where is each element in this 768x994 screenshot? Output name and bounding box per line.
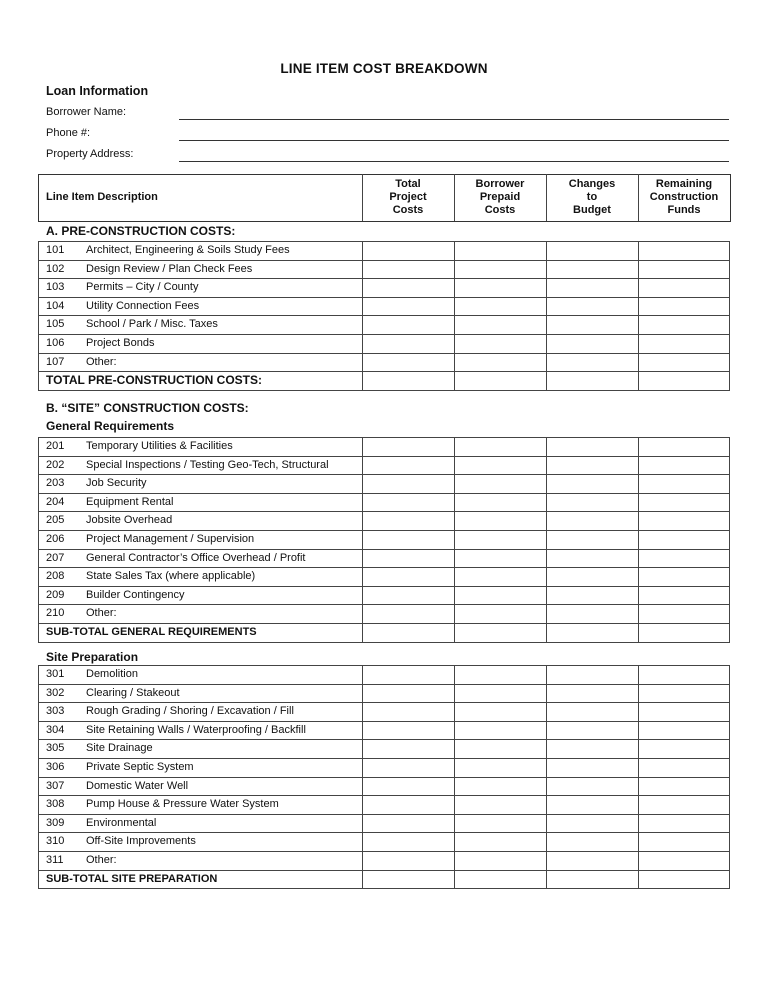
amount-cell[interactable] [455, 758, 545, 777]
line-item-code: 106 [46, 337, 65, 349]
table-row [38, 530, 730, 548]
line-item-code: 101 [46, 244, 65, 256]
amount-cell[interactable] [639, 851, 729, 870]
amount-cell[interactable] [363, 315, 453, 334]
amount-cell[interactable] [455, 437, 545, 456]
amount-cell[interactable] [639, 721, 729, 740]
table-row [38, 604, 730, 622]
line-item-description: Utility Connection Fees [86, 299, 200, 312]
amount-cell[interactable] [363, 474, 453, 493]
table-row [38, 851, 730, 869]
amount-cell[interactable] [547, 241, 637, 260]
column-header-line: Costs [484, 204, 516, 216]
amount-cell[interactable] [363, 814, 453, 833]
line-item-description: Private Septic System [86, 761, 194, 773]
amount-cell[interactable] [363, 665, 453, 684]
amount-cell[interactable] [547, 832, 637, 851]
amount-cell[interactable] [455, 586, 545, 605]
amount-cell[interactable] [547, 297, 637, 316]
amount-cell[interactable] [547, 665, 637, 684]
line-item-code: 210 [46, 607, 65, 620]
line-item-description: Equipment Rental [86, 495, 174, 508]
amount-cell[interactable] [639, 334, 729, 353]
line-item-description: Off-Site Improvements [86, 835, 196, 848]
loan-field-label: Borrower Name: [46, 106, 127, 118]
line-item-code: 307 [46, 779, 65, 792]
line-item-code: 102 [46, 262, 65, 275]
amount-cell[interactable] [547, 315, 637, 334]
amount-cell[interactable] [547, 851, 637, 870]
amount-cell[interactable] [547, 721, 637, 740]
amount-cell[interactable] [363, 604, 453, 623]
line-item-code: 306 [46, 761, 65, 773]
amount-cell[interactable] [363, 758, 453, 777]
line-item-description: Special Inspections / Testing Geo-Tech, Structural [86, 458, 329, 471]
table-row [38, 758, 730, 776]
total-amount-cell[interactable] [547, 371, 637, 390]
line-item-code: 308 [46, 798, 65, 811]
amount-cell[interactable] [639, 702, 729, 721]
amount-cell[interactable] [455, 241, 545, 260]
amount-cell[interactable] [639, 260, 729, 279]
column-header-line: Project [389, 191, 427, 203]
table-row [38, 437, 730, 455]
line-item-code: 107 [46, 355, 65, 368]
amount-cell[interactable] [363, 795, 453, 814]
amount-cell[interactable] [455, 278, 545, 297]
amount-cell[interactable] [455, 684, 545, 703]
loan-field-input-line[interactable] [179, 140, 729, 141]
table-row [38, 278, 730, 296]
loan-field-label: Property Address: [46, 148, 134, 160]
section-a-title: A. PRE-CONSTRUCTION COSTS: [46, 224, 236, 238]
table-row [38, 241, 730, 259]
line-item-description: Builder Contingency [86, 588, 185, 601]
table-row [38, 721, 730, 739]
amount-cell[interactable] [639, 665, 729, 684]
amount-cell[interactable] [547, 278, 637, 297]
line-item-code: 310 [46, 835, 65, 848]
line-item-description: Jobsite Overhead [86, 514, 173, 527]
amount-cell[interactable] [547, 739, 637, 758]
line-item-code: 201 [46, 440, 65, 452]
column-header-line: Construction [649, 191, 719, 203]
line-item-code: 309 [46, 816, 65, 829]
line-item-description: Temporary Utilities & Facilities [86, 440, 233, 452]
line-item-code: 202 [46, 458, 65, 471]
line-item-description: Permits – City / County [86, 281, 199, 294]
column-header-line: Funds [667, 204, 701, 216]
table-row [38, 739, 730, 757]
line-item-code: 304 [46, 723, 65, 736]
table-column-divider [546, 174, 547, 221]
line-item-description: Site Retaining Walls / Waterproofing / Backfill [86, 723, 306, 736]
amount-cell[interactable] [363, 334, 453, 353]
line-item-code: 301 [46, 668, 65, 680]
table-row [38, 665, 730, 683]
line-item-code: 305 [46, 742, 65, 755]
line-item-code: 203 [46, 477, 65, 490]
amount-cell[interactable] [547, 511, 637, 530]
amount-cell[interactable] [363, 511, 453, 530]
amount-cell[interactable] [455, 604, 545, 623]
amount-cell[interactable] [547, 777, 637, 796]
line-item-description: Domestic Water Well [86, 779, 189, 792]
table-row [38, 549, 730, 567]
amount-cell[interactable] [547, 567, 637, 586]
amount-cell[interactable] [639, 241, 729, 260]
line-item-description: Other: [86, 607, 117, 620]
amount-cell[interactable] [547, 334, 637, 353]
amount-cell[interactable] [363, 353, 453, 372]
line-item-description: Job Security [86, 477, 147, 490]
amount-cell[interactable] [455, 260, 545, 279]
line-item-description: Environmental [86, 816, 157, 829]
table-row [38, 511, 730, 529]
table-row [38, 795, 730, 813]
amount-cell[interactable] [363, 278, 453, 297]
amount-cell[interactable] [455, 297, 545, 316]
section-b-title: B. “SITE” CONSTRUCTION COSTS: [46, 401, 249, 415]
line-item-code: 209 [46, 588, 65, 601]
line-item-description: School / Park / Misc. Taxes [86, 318, 218, 331]
amount-cell[interactable] [639, 511, 729, 530]
subtotal-row-label: SUB-TOTAL GENERAL REQUIREMENTS [46, 626, 257, 638]
line-item-description: Pump House & Pressure Water System [86, 798, 279, 811]
loan-field-row [46, 148, 729, 164]
line-item-code: 207 [46, 551, 65, 564]
amount-cell[interactable] [639, 795, 729, 814]
column-header-line: Total [395, 178, 421, 190]
amount-cell[interactable] [455, 702, 545, 721]
table-row [38, 814, 730, 832]
amount-cell[interactable] [547, 814, 637, 833]
amount-cell[interactable] [639, 278, 729, 297]
column-header [362, 178, 454, 217]
table-row [38, 702, 730, 720]
amount-cell[interactable] [639, 353, 729, 372]
line-item-code: 302 [46, 686, 65, 699]
column-header [638, 178, 730, 217]
line-item-code: 311 [46, 854, 64, 866]
amount-cell[interactable] [547, 456, 637, 475]
amount-cell[interactable] [639, 530, 729, 549]
amount-cell[interactable] [547, 474, 637, 493]
amount-cell[interactable] [639, 777, 729, 796]
amount-cell[interactable] [363, 241, 453, 260]
total-row-label: TOTAL PRE-CONSTRUCTION COSTS: [46, 373, 262, 388]
total-amount-cell[interactable] [363, 371, 453, 390]
amount-cell[interactable] [363, 777, 453, 796]
amount-cell[interactable] [547, 684, 637, 703]
table-column-divider [638, 174, 639, 221]
amount-cell[interactable] [547, 493, 637, 512]
subtotal-row-label: SUB-TOTAL SITE PREPARATION [46, 872, 218, 885]
amount-cell[interactable] [363, 260, 453, 279]
column-header-line: Prepaid [479, 191, 521, 203]
loan-field-input-line[interactable] [179, 161, 729, 162]
column-header-line: Changes [568, 178, 616, 190]
amount-cell[interactable] [363, 567, 453, 586]
column-header-line: Costs [392, 204, 424, 216]
table-row [38, 493, 730, 511]
line-item-code: 104 [46, 299, 65, 312]
loan-field-label: Phone #: [46, 127, 91, 139]
amount-cell[interactable] [639, 814, 729, 833]
amount-cell[interactable] [363, 721, 453, 740]
table-row [38, 567, 730, 585]
total-amount-cell[interactable] [455, 623, 545, 642]
loan-field-row [46, 106, 729, 122]
amount-cell[interactable] [455, 814, 545, 833]
table-column-divider [454, 174, 455, 221]
line-item-description: Other: [86, 355, 117, 368]
table-row [38, 832, 730, 850]
table-row [38, 474, 730, 492]
amount-cell[interactable] [455, 549, 545, 568]
amount-cell[interactable] [639, 832, 729, 851]
column-header-line: Budget [573, 204, 611, 216]
line-item-description: Site Drainage [86, 742, 153, 755]
amount-cell[interactable] [455, 315, 545, 334]
line-item-code: 204 [46, 495, 65, 508]
line-item-description: Other: [86, 854, 117, 866]
amount-cell[interactable] [455, 353, 545, 372]
general-requirements-heading: General Requirements [46, 419, 175, 433]
amount-cell[interactable] [363, 549, 453, 568]
loan-information-heading: Loan Information [46, 84, 149, 98]
amount-cell[interactable] [547, 437, 637, 456]
amount-cell[interactable] [547, 586, 637, 605]
column-header-description: Line Item Description [46, 191, 158, 203]
table-row [38, 586, 730, 604]
site-preparation-heading: Site Preparation [46, 650, 139, 664]
line-item-description: State Sales Tax (where applicable) [86, 570, 256, 583]
column-header [546, 178, 638, 217]
amount-cell[interactable] [363, 702, 453, 721]
table-rule [38, 642, 730, 643]
total-amount-cell[interactable] [547, 623, 637, 642]
line-item-description: General Contractor’s Office Overhead / Profit [86, 551, 306, 564]
amount-cell[interactable] [363, 456, 453, 475]
amount-cell[interactable] [363, 297, 453, 316]
amount-cell[interactable] [639, 493, 729, 512]
amount-cell[interactable] [639, 474, 729, 493]
amount-cell[interactable] [363, 739, 453, 758]
line-item-description: Rough Grading / Shoring / Excavation / Fill [86, 705, 294, 718]
loan-field-row [46, 127, 729, 143]
amount-cell[interactable] [363, 684, 453, 703]
line-item-code: 105 [46, 318, 65, 331]
line-item-description: Project Bonds [86, 337, 155, 349]
table-row [38, 260, 730, 278]
amount-cell[interactable] [547, 795, 637, 814]
amount-cell[interactable] [547, 604, 637, 623]
amount-cell[interactable] [363, 586, 453, 605]
amount-cell[interactable] [547, 549, 637, 568]
table-column-divider [362, 174, 363, 221]
amount-cell[interactable] [639, 315, 729, 334]
line-item-code: 208 [46, 570, 65, 583]
line-item-code: 205 [46, 514, 65, 527]
line-item-description: Demolition [86, 668, 138, 680]
amount-cell[interactable] [455, 739, 545, 758]
total-amount-cell[interactable] [363, 623, 453, 642]
line-item-description: Architect, Engineering & Soils Study Fees [86, 244, 290, 256]
amount-cell[interactable] [455, 334, 545, 353]
amount-cell[interactable] [455, 795, 545, 814]
total-amount-cell[interactable] [639, 870, 729, 889]
line-item-code: 103 [46, 281, 65, 294]
amount-cell[interactable] [455, 511, 545, 530]
amount-cell[interactable] [639, 758, 729, 777]
column-header-line: Remaining [655, 178, 713, 190]
amount-cell[interactable] [455, 456, 545, 475]
amount-cell[interactable] [455, 721, 545, 740]
table-row [38, 684, 730, 702]
table-row [38, 353, 730, 371]
line-item-code: 303 [46, 705, 65, 718]
amount-cell[interactable] [363, 851, 453, 870]
amount-cell[interactable] [639, 586, 729, 605]
amount-cell[interactable] [455, 567, 545, 586]
line-item-description: Clearing / Stakeout [86, 686, 180, 699]
table-row [38, 315, 730, 333]
amount-cell[interactable] [639, 739, 729, 758]
total-amount-cell[interactable] [455, 870, 545, 889]
amount-cell[interactable] [547, 758, 637, 777]
line-item-code: 206 [46, 533, 65, 545]
amount-cell[interactable] [547, 353, 637, 372]
table-rule [38, 390, 730, 391]
loan-field-input-line[interactable] [179, 119, 729, 120]
amount-cell[interactable] [455, 777, 545, 796]
amount-cell[interactable] [639, 456, 729, 475]
amount-cell[interactable] [455, 493, 545, 512]
column-header [454, 178, 546, 217]
table-row [38, 297, 730, 315]
total-amount-cell[interactable] [639, 623, 729, 642]
amount-cell[interactable] [455, 530, 545, 549]
total-amount-cell[interactable] [547, 870, 637, 889]
amount-cell[interactable] [639, 549, 729, 568]
amount-cell[interactable] [639, 684, 729, 703]
amount-cell[interactable] [363, 832, 453, 851]
total-amount-cell[interactable] [363, 870, 453, 889]
amount-cell[interactable] [363, 437, 453, 456]
table-row [38, 334, 730, 352]
amount-cell[interactable] [547, 260, 637, 279]
table-rule [38, 888, 730, 889]
amount-cell[interactable] [547, 702, 637, 721]
amount-cell[interactable] [639, 297, 729, 316]
amount-cell[interactable] [547, 530, 637, 549]
amount-cell[interactable] [363, 493, 453, 512]
line-item-description: Design Review / Plan Check Fees [86, 262, 253, 275]
amount-cell[interactable] [455, 832, 545, 851]
amount-cell[interactable] [455, 474, 545, 493]
total-amount-cell[interactable] [639, 371, 729, 390]
table-row [38, 456, 730, 474]
amount-cell[interactable] [639, 567, 729, 586]
amount-cell[interactable] [639, 437, 729, 456]
amount-cell[interactable] [639, 604, 729, 623]
amount-cell[interactable] [363, 530, 453, 549]
column-header-line: to [586, 191, 598, 203]
page-title: LINE ITEM COST BREAKDOWN [280, 61, 488, 76]
amount-cell[interactable] [455, 665, 545, 684]
total-amount-cell[interactable] [455, 371, 545, 390]
table-row [38, 777, 730, 795]
amount-cell[interactable] [455, 851, 545, 870]
line-item-description: Project Management / Supervision [86, 533, 255, 545]
column-header-line: Borrower [475, 178, 525, 190]
